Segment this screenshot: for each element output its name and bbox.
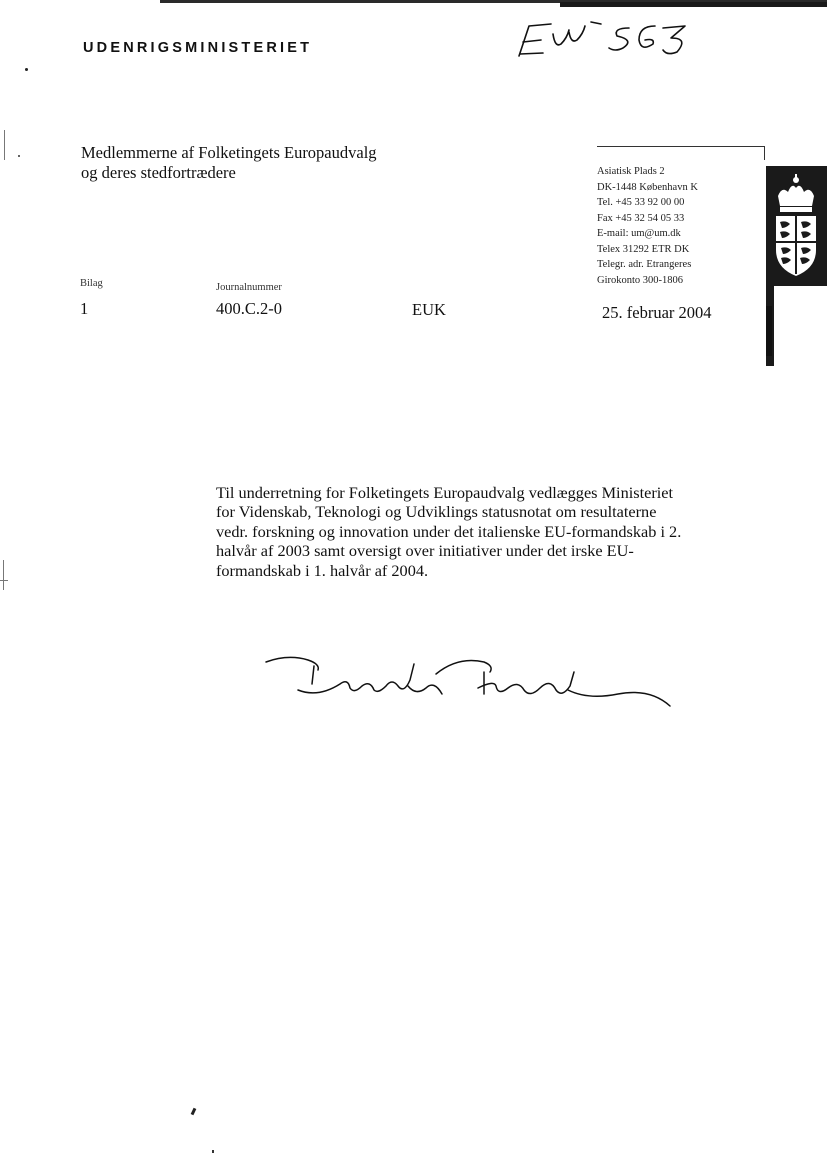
recipient-block	[81, 143, 377, 183]
address-line: Asiatisk Plads 2	[597, 166, 665, 177]
address-line: Telegr. adr. Etrangeres	[597, 259, 692, 270]
address-line: Telex 31292 ETR DK	[597, 243, 690, 255]
margin-mark	[4, 130, 5, 160]
office-code: EUK	[412, 300, 446, 319]
handwritten-signature	[258, 650, 678, 720]
bilag-label: Bilag	[80, 278, 103, 289]
address-box-rule	[764, 146, 765, 160]
body-line: formandskab i 1. halvår af 2004.	[216, 560, 429, 580]
sender-address	[597, 164, 698, 288]
address-line: Girokonto 300-1806	[597, 274, 684, 286]
body-line: for Videnskab, Teknologi og Udviklings statusnotat om resultaterne	[216, 502, 657, 522]
royal-crest-icon	[766, 166, 827, 366]
bilag-value: 1	[80, 299, 89, 318]
margin-mark	[0, 580, 8, 581]
letter-date: 25. februar 2004	[602, 303, 712, 322]
handwritten-reference	[505, 14, 695, 64]
scan-dot	[18, 155, 20, 157]
body-line: vedr. forskning og innovation under det italienske EU-formandskab i 2.	[216, 521, 682, 541]
address-line: E-mail: um@um.dk	[597, 228, 681, 239]
recipient-line: Medlemmerne af Folketingets Europaudvalg	[81, 143, 377, 162]
address-line: Tel. +45 33 92 00 00	[597, 197, 685, 208]
journal-label: Journalnummer	[216, 282, 282, 293]
address-line: Fax +45 32 54 05 33	[597, 212, 685, 224]
scan-dot	[25, 68, 28, 71]
body-line: halvår af 2003 samt oversigt over initiativer under det irske EU-	[216, 541, 634, 561]
address-line: DK-1448 København K	[597, 181, 698, 193]
margin-mark	[3, 560, 4, 590]
scan-dot	[191, 1108, 197, 1116]
letter-body	[216, 483, 736, 580]
ministry-name: UDENRIGSMINISTERIET	[83, 40, 313, 56]
journal-value: 400.C.2-0	[216, 299, 282, 318]
scan-dot	[212, 1150, 214, 1153]
top-edge-shadow	[560, 2, 827, 7]
body-line: Til underretning for Folketingets Europaudvalg vedlægges Ministeriet	[216, 483, 674, 502]
recipient-line: og deres stedfortrædere	[81, 163, 236, 182]
address-box-rule	[597, 146, 764, 147]
